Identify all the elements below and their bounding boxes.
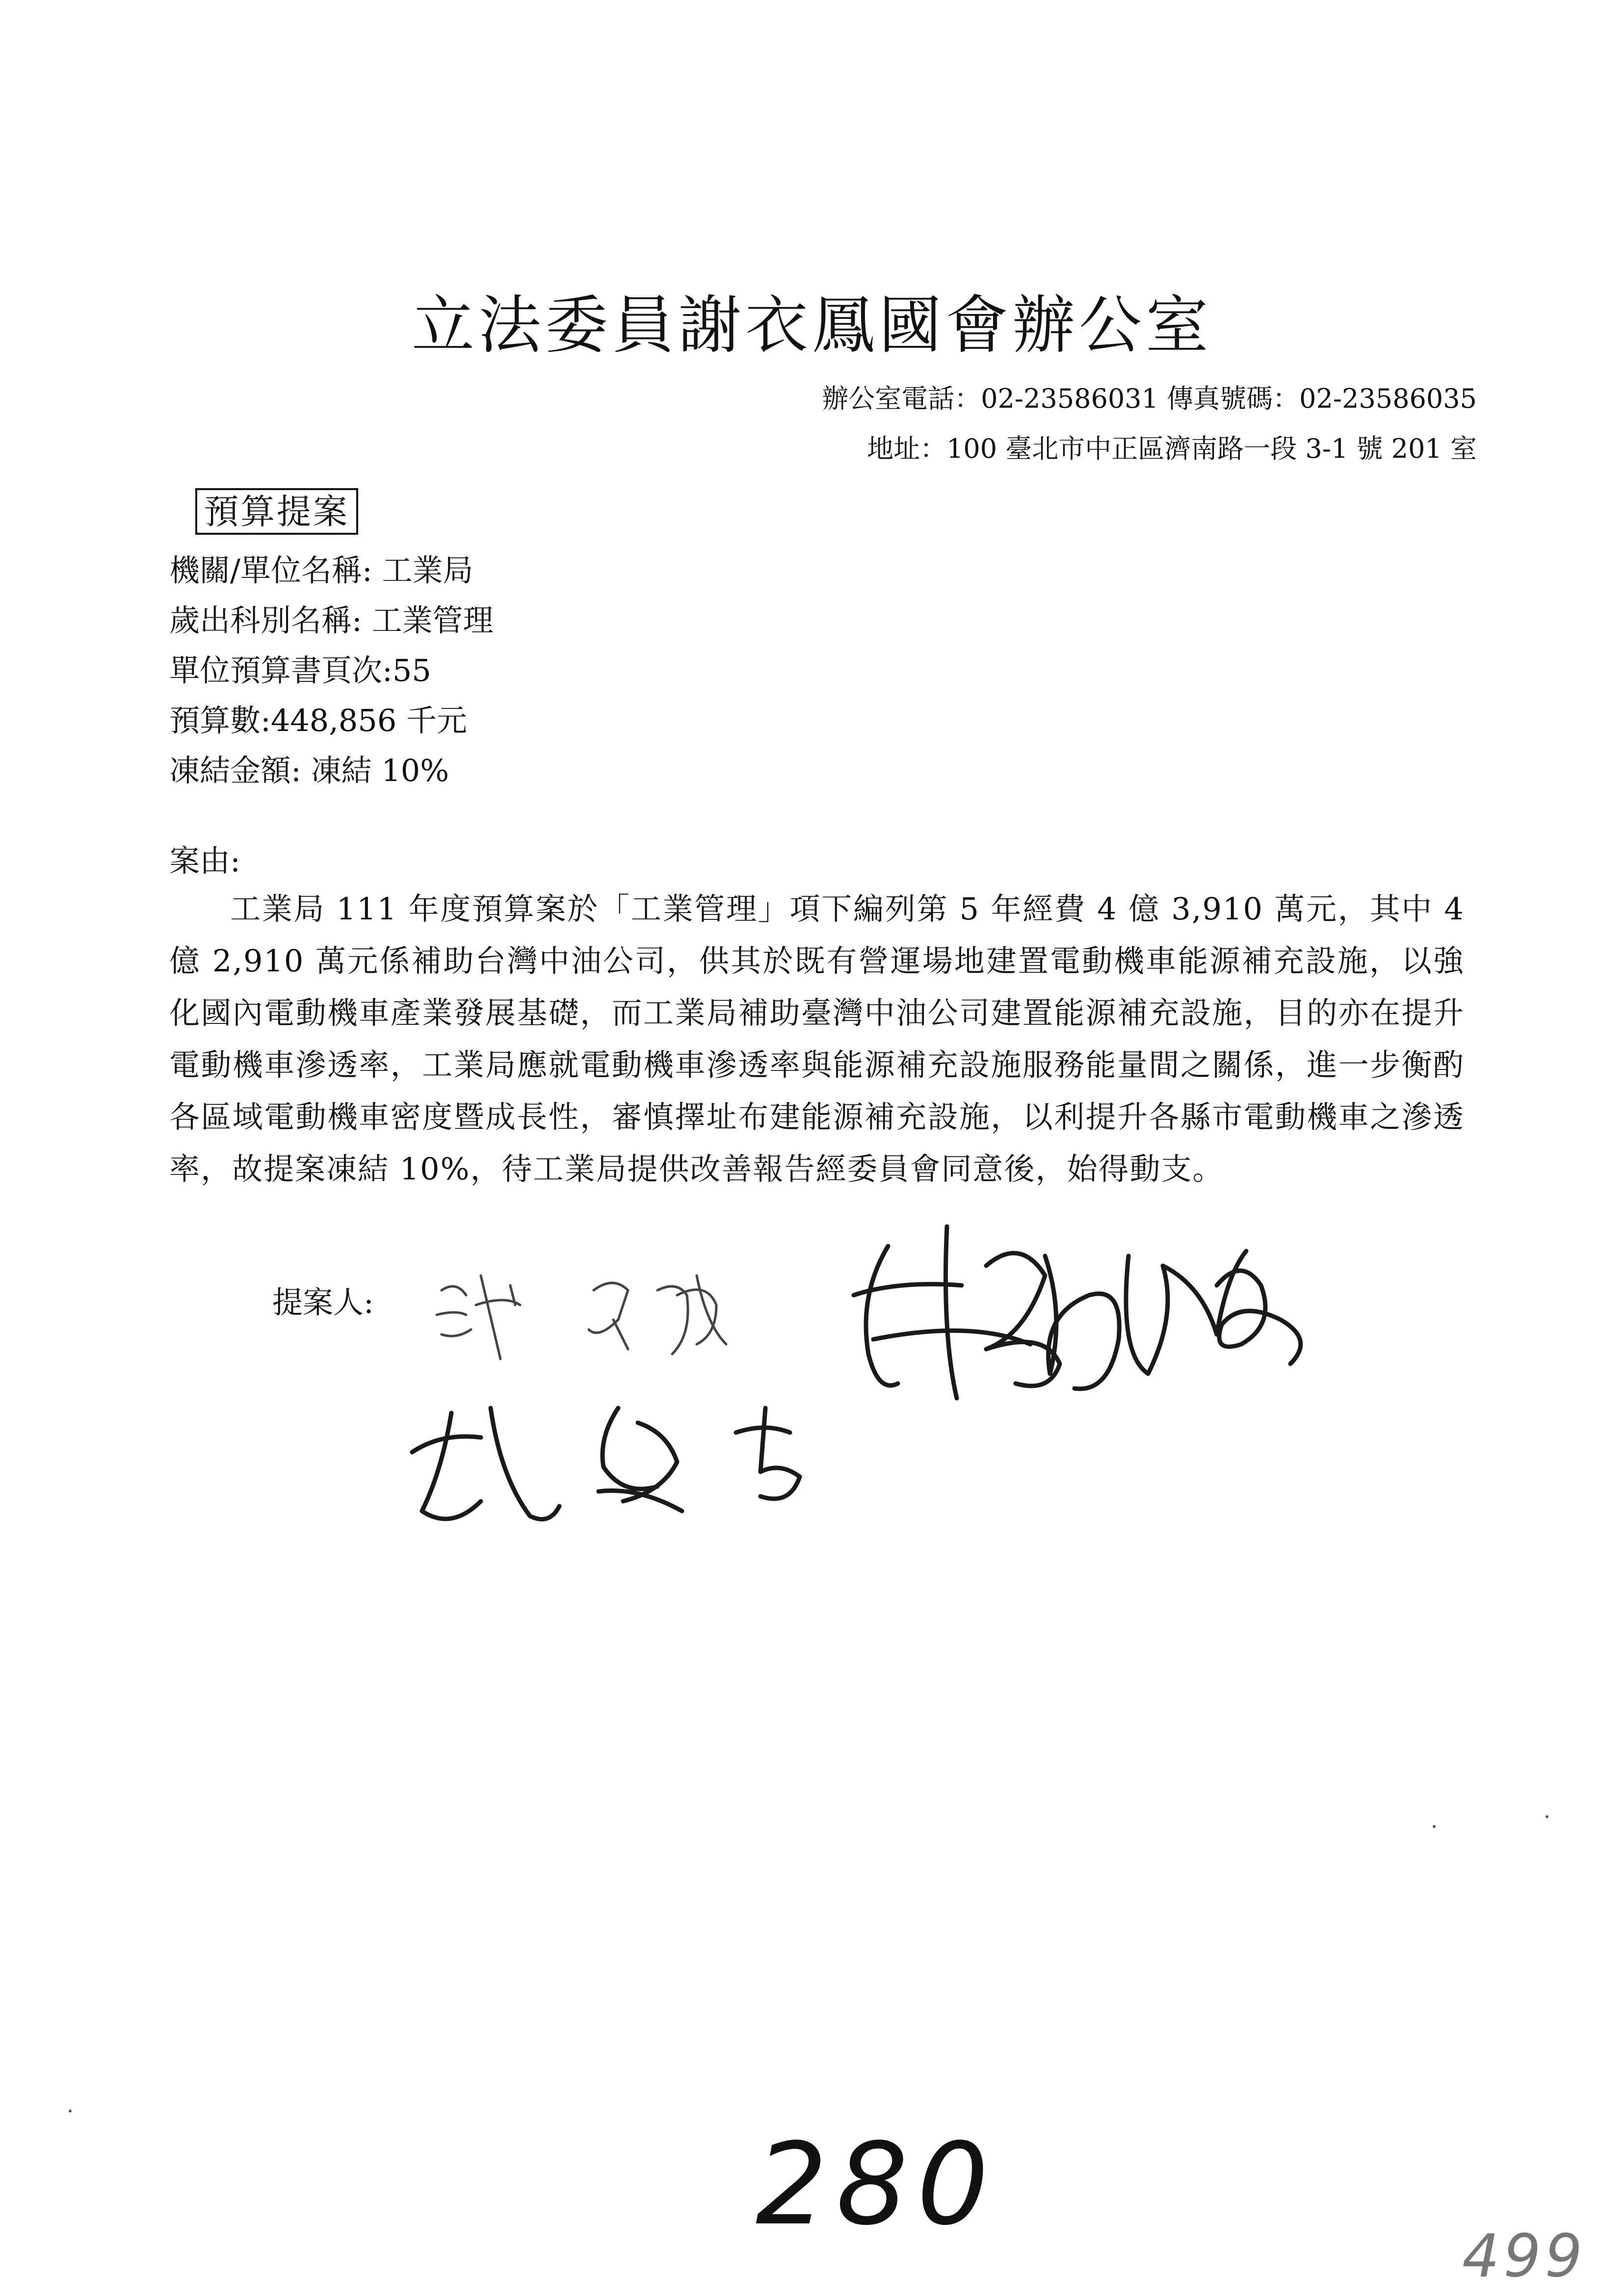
office-title: 立法委員謝衣鳳國會辦公室 <box>411 289 1212 362</box>
handwritten-signatures <box>383 1177 1413 1570</box>
meta-agency: 機關/單位名稱: 工業局 <box>169 552 473 588</box>
reason-body: 工業局 111 年度預算案於「工業管理」項下編列第 5 年經費 4 億 3,910 萬元，其中 4 億 2,910 萬元係補助台灣中油公司，供其於既有營運場地建置電動機車能源補充設施，以強化國內電動機車產業發展基礎，而工業局補助臺灣中油公司建置能源補充設施，目的亦在提升電動機車滲透率，工業局應就電動機車滲透率與能源補充設施服務能量間之關係，進一步衡酌各區域電動機車密度暨成長性，審慎擇址布建能源補充設施，以利提升各縣市電動機車之滲透率，故提案凍結 10%，待工業局提供改善報告經委員會同意後，始得動支。 <box>169 891 1465 1187</box>
handwritten-page-number: 280 <box>756 2119 997 2250</box>
meta-amount: 預算數:448,856 千元 <box>169 703 467 738</box>
signature-1 <box>437 1276 726 1359</box>
contact-phone-fax: 辦公室電話：02-23586031 傳真號碼：02-23586035 <box>822 383 1477 414</box>
proposer-label: 提案人: <box>272 1284 374 1320</box>
scan-speck <box>69 2110 72 2113</box>
reason-label: 案由: <box>169 843 240 879</box>
meta-frozen: 凍結金額: 凍結 10% <box>169 753 449 788</box>
meta-page: 單位預算書頁次:55 <box>169 652 431 688</box>
budget-proposal-badge: 預算提案 <box>195 488 358 535</box>
meta-account: 歲出科別名稱: 工業管理 <box>169 602 494 638</box>
signature-3 <box>412 1408 800 1519</box>
budget-meta-list <box>169 546 494 796</box>
signature-2 <box>854 1226 1301 1398</box>
scan-speck <box>1545 1815 1548 1818</box>
scan-speck <box>1433 1825 1436 1828</box>
contact-address: 地址：100 臺北市中正區濟南路一段 3-1 號 201 室 <box>867 433 1477 464</box>
archive-number: 499 <box>1462 2222 1587 2291</box>
